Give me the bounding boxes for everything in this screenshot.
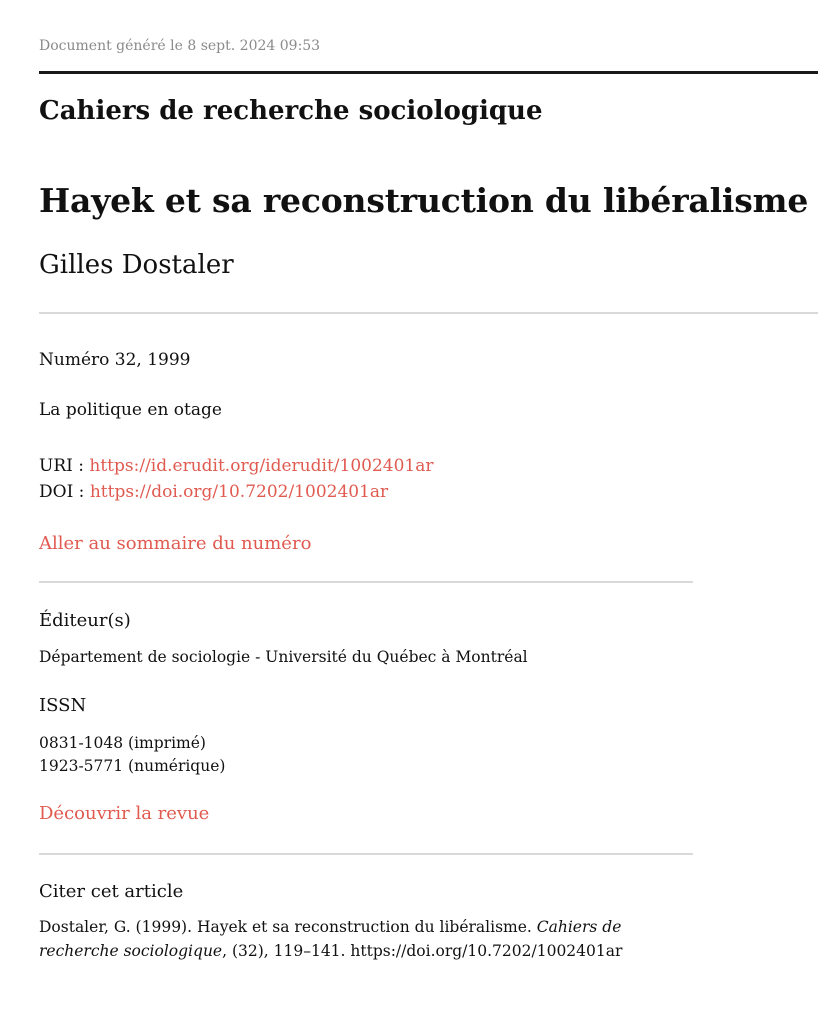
journal-name: Cahiers de recherche sociologique [39, 96, 543, 126]
top-divider [39, 71, 818, 74]
doi-link[interactable]: https://doi.org/10.7202/1002401ar [89, 482, 389, 502]
uri-label: URI : [39, 456, 90, 476]
doi-row [39, 482, 388, 502]
doi-label: DOI : [39, 482, 90, 502]
publisher-heading: Éditeur(s) [39, 610, 131, 631]
issue-number: Numéro 32, 1999 [39, 350, 191, 370]
article-author: Gilles Dostaler [39, 250, 234, 280]
publisher-name: Département de sociologie - Université du Québec à Montréal [39, 648, 528, 666]
divider [39, 312, 818, 314]
issue-theme: La politique en otage [39, 400, 222, 420]
article-title: Hayek et sa reconstruction du libéralisme [39, 181, 809, 220]
citation-journal: recherche sociologique [39, 942, 223, 960]
divider [39, 581, 693, 583]
uri-row [39, 456, 433, 476]
citation-line-2 [39, 942, 622, 960]
issn-digital: 1923-5771 (numérique) [39, 757, 226, 775]
citation-text: , (32), 119–141. https://doi.org/10.7202/1002401ar [222, 942, 623, 960]
generated-date: Document généré le 8 sept. 2024 09:53 [39, 38, 321, 54]
issn-print: 0831-1048 (imprimé) [39, 734, 206, 752]
discover-journal-link[interactable]: Découvrir la revue [39, 803, 210, 824]
issue-toc-link[interactable]: Aller au sommaire du numéro [39, 533, 312, 554]
citation-journal: Cahiers de [536, 918, 622, 936]
citation-line-1 [39, 918, 621, 936]
divider [39, 853, 693, 855]
citation-heading: Citer cet article [39, 881, 184, 902]
citation-text: Dostaler, G. (1999). Hayek et sa reconstruction du libéralisme. [39, 918, 537, 936]
uri-link[interactable]: https://id.erudit.org/iderudit/1002401ar [89, 456, 434, 476]
issn-heading: ISSN [39, 695, 87, 716]
